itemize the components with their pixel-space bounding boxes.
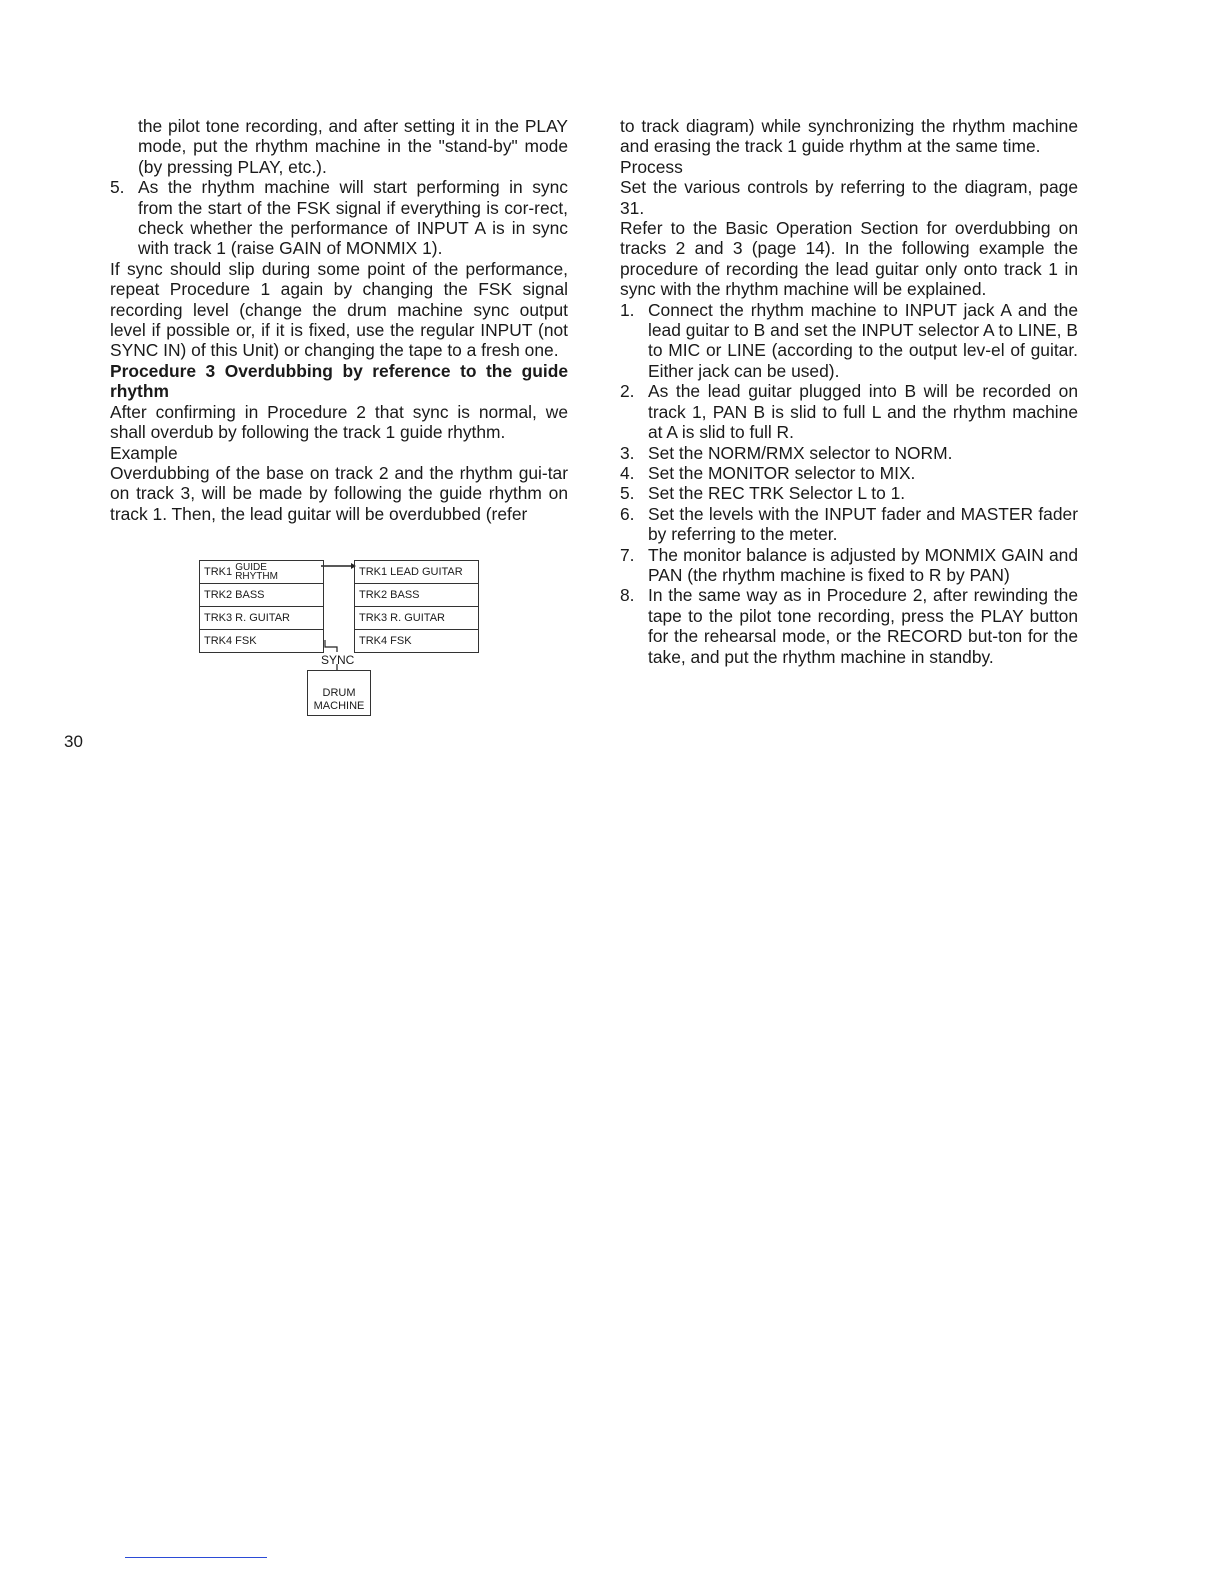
dest-track-3: TRK3 R. GUITAR — [355, 607, 478, 630]
dest-track-4: TRK4 FSK — [359, 635, 412, 647]
step-number: 2. — [620, 381, 635, 402]
track-prefix: TRK1 — [204, 566, 233, 578]
drum-machine-box — [307, 670, 371, 716]
track-diagram — [199, 560, 481, 720]
step-item — [620, 381, 1078, 442]
step-text: Set the NORM/RMX selector to NORM. — [648, 442, 953, 463]
process-label: Process — [620, 156, 683, 177]
step-item — [620, 545, 1078, 586]
paragraph-refer: Refer to the Basic Operation Section for overdubbing on tracks 2 and 3 (page 14). In the following example the procedure of recording the lead guitar only onto track 1 in sync with the rhythm machine will be explained. — [620, 218, 1078, 300]
step-text: As the lead guitar plugged into B will be recorded on track 1, PAN B is slid to full L and the rhythm machine at A is slid to full R. — [648, 381, 1078, 443]
fsk-bracket — [325, 640, 337, 652]
guide-rhythm-label — [235, 563, 278, 581]
paragraph-after-confirm: After confirming in Procedure 2 that sync is normal, we shall overdub by following the track 1 guide rhythm. — [110, 401, 568, 443]
paragraph-sync-slip: If sync should slip during some point of the performance, repeat Procedure 1 again by changing the FSK signal recording level (change the drum machine sync output level if possible or, if it is fixed, use the regular INPUT (not SYNC IN) of this Unit) or changing the tape to a fresh one. — [110, 258, 568, 361]
step-number: 4. — [620, 462, 635, 483]
step-item — [620, 300, 1078, 382]
step-number: 8. — [620, 585, 635, 606]
paragraph-set-controls: Set the various controls by referring to the diagram, page 31. — [620, 177, 1078, 218]
guide-label-bottom: RHYTHM — [235, 571, 278, 583]
step-text: In the same way as in Procedure 2, after rewinding the tape to the pilot tone recording, press the PLAY button for the rehearsal mode, or the RECORD but-ton for the take, and put the rhythm machine in standby. — [648, 585, 1078, 667]
step-number: 5. — [620, 483, 635, 504]
list-item-5 — [110, 177, 568, 259]
dest-track-1: TRK1 LEAD GUITAR — [355, 561, 478, 584]
step-item — [620, 585, 1078, 667]
destination-track-box — [354, 560, 479, 653]
drum-label-line1: DRUM — [322, 687, 356, 699]
source-track-2: TRK2 BASS — [200, 584, 323, 607]
drum-label-line2: MACHINE — [313, 700, 365, 712]
paragraph-example: Overdubbing of the base on track 2 and the rhythm gui-tar on track 3, will be made by following the guide rhythm on track 1. Then, the lead guitar will be overdubbed (refer — [110, 462, 568, 524]
step-text: The monitor balance is adjusted by MONMIX GAIN and PAN (the rhythm machine is fixed to R by PAN) — [648, 544, 1078, 585]
step-text: Set the MONITOR selector to MIX. — [648, 462, 916, 483]
step-number: 3. — [620, 442, 635, 463]
step-text: Connect the rhythm machine to INPUT jack A and the lead guitar to B and set the INPUT selector A to LINE, B to MIC or LINE (according to the output lev-el of guitar. Either jack can be used). — [648, 299, 1078, 381]
source-track-1 — [200, 561, 323, 584]
dest-track-2: TRK2 BASS — [355, 584, 478, 607]
source-track-box — [199, 560, 324, 653]
guide-label-top: GUIDE — [235, 562, 267, 574]
step-item — [620, 443, 1078, 463]
example-label: Example — [110, 442, 178, 463]
list-text: As the rhythm machine will start performing in sync from the start of the FSK signal if everything is cor-rect, check whether the performance of INPUT A is in sync with track 1 (raise GAIN of MONMIX 1). — [138, 177, 568, 259]
step-item — [620, 504, 1078, 545]
paragraph-continued-right: to track diagram) while synchronizing the rhythm machine and erasing the track 1 guide rhythm at the same time. — [620, 116, 1078, 157]
left-column — [110, 116, 568, 524]
source-track-3: TRK3 R. GUITAR — [200, 607, 323, 630]
step-number: 6. — [620, 503, 635, 524]
step-text: Set the REC TRK Selector L to 1. — [648, 483, 906, 504]
footnote-rule — [125, 1557, 267, 1558]
list-number: 5. — [110, 177, 125, 198]
sync-label: SYNC — [321, 653, 355, 667]
step-text: Set the levels with the INPUT fader and MASTER fader by referring to the meter. — [648, 503, 1078, 545]
procedure-3-heading: Procedure 3 Overdubbing by reference to the guide rhythm — [110, 360, 568, 402]
page-number: 30 — [64, 732, 83, 751]
step-number: 1. — [620, 299, 635, 320]
step-number: 7. — [620, 544, 635, 565]
source-track-4: TRK4 FSK — [204, 635, 257, 647]
right-column — [620, 116, 1078, 667]
step-item — [620, 463, 1078, 483]
paragraph-continued: the pilot tone recording, and after setting it in the PLAY mode, put the rhythm machine in the "stand-by" mode (by pressing PLAY, etc.). — [138, 116, 568, 177]
step-item — [620, 483, 1078, 503]
